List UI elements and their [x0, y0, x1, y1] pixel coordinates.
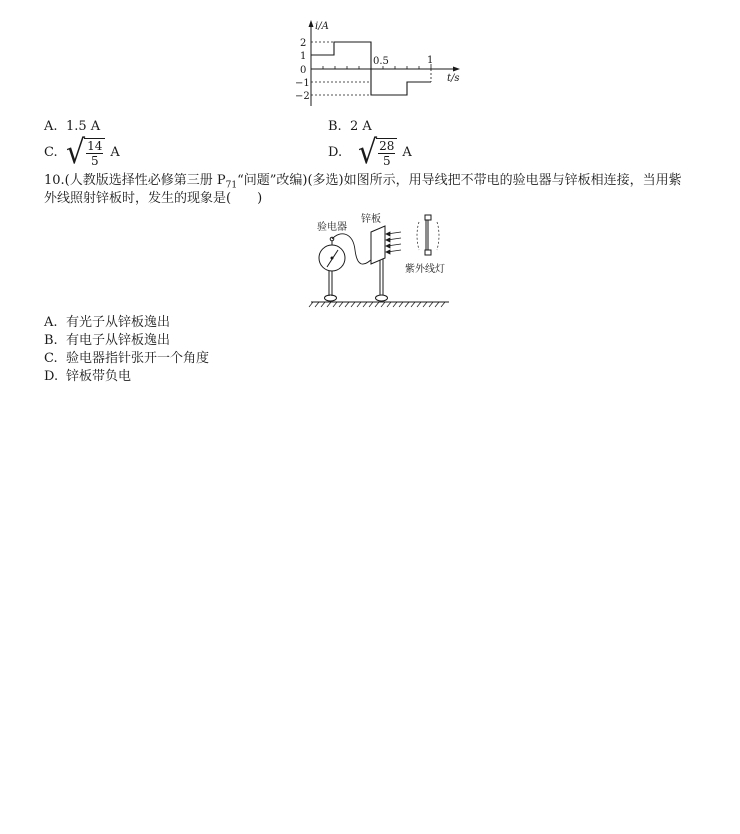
stem-text: “问题”改编)(多选)如图所示，用导线把不带电的验电器与锌板相连接，当用紫 [237, 173, 682, 188]
option-text: 锌板带负电 [66, 369, 132, 384]
option-letter: A. [44, 119, 58, 134]
x-axis-arrow [453, 67, 460, 72]
uv-lamp-label: 紫外线灯 [405, 264, 445, 275]
fraction [86, 139, 103, 168]
page-subscript: 71 [225, 180, 238, 191]
current-time-graph [290, 18, 470, 110]
electroscope-label: 验电器 [317, 222, 347, 233]
y-tick-minus2: −2 [295, 91, 310, 102]
q10-option-b [44, 332, 170, 350]
x-tick-0-5: 0.5 [373, 56, 389, 67]
numerator: 14 [87, 139, 103, 153]
zinc-plate-label: 锌板 [361, 214, 381, 225]
y-tick-1: 1 [300, 51, 307, 62]
option-text: 有光子从锌板逸出 [66, 315, 171, 330]
sqrt-sign: √ [66, 133, 86, 172]
zinc-plate [371, 226, 388, 301]
electroscope [319, 237, 345, 301]
sqrt-sign: √ [358, 133, 378, 172]
option-letter: C. [44, 351, 58, 366]
sqrt-expression [66, 133, 105, 172]
q10-option-c [44, 350, 209, 368]
denominator: 5 [90, 154, 99, 168]
x-tick-1: 1 [427, 55, 434, 66]
stem-text: 外线照射锌板时，发生的现象是( ) [44, 191, 263, 206]
option-letter: C. [44, 145, 58, 160]
y-tick-0: 0 [300, 65, 307, 76]
option-letter: B. [44, 333, 58, 348]
option-letter: D. [328, 145, 343, 160]
unit: A [402, 145, 412, 160]
option-text: 验电器指针张开一个角度 [66, 351, 210, 366]
numerator: 28 [379, 139, 395, 153]
x-axis-label: t/s [447, 73, 460, 84]
option-text: 1.5 A [66, 119, 101, 134]
y-axis-label: i/A [315, 21, 329, 32]
option-letter: A. [44, 315, 58, 330]
y-tick-2: 2 [300, 38, 307, 49]
uv-lamp [425, 215, 431, 255]
unit: A [110, 145, 120, 160]
q10-option-d [44, 368, 131, 386]
q9-option-d [328, 135, 412, 171]
fraction [378, 139, 395, 168]
option-text: 有电子从锌板逸出 [66, 333, 171, 348]
option-letter: B. [328, 119, 342, 134]
stem-text: 10.(人教版选择性必修第三册 P [44, 173, 226, 188]
q10-option-a [44, 314, 170, 332]
denominator: 5 [382, 154, 391, 168]
option-text: 2 A [350, 119, 372, 134]
y-axis-arrow [309, 20, 314, 27]
uv-ray-arrows [386, 232, 401, 254]
connecting-wire [332, 234, 373, 264]
q10-stem-line2 [44, 190, 262, 208]
q9-option-c [44, 135, 120, 171]
sqrt-expression [358, 133, 397, 172]
option-letter: D. [44, 369, 59, 384]
photoelectric-apparatus-figure [305, 210, 455, 310]
y-tick-minus1: −1 [295, 78, 310, 89]
